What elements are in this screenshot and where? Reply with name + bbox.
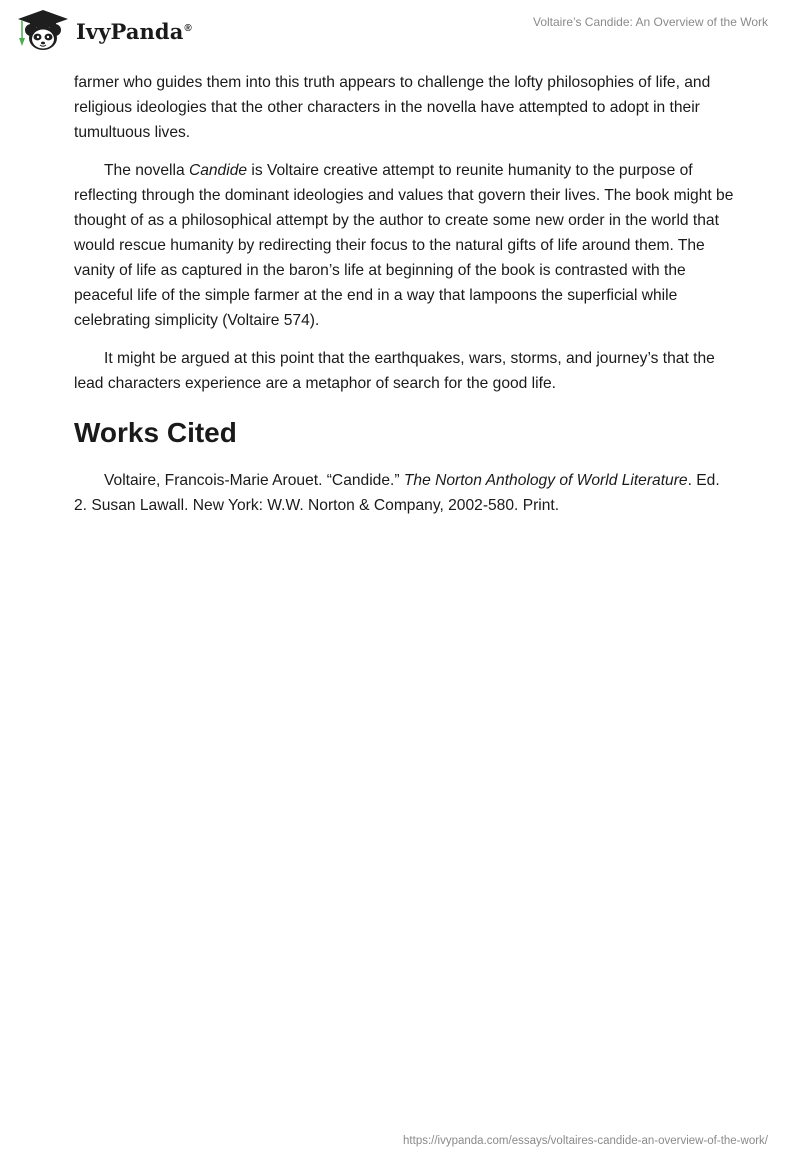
paragraph-candide-overview: The novella Candide is Voltaire creative attempt to reunite humanity to the purpose of reflecting through the dominant ideologies and values that govern their lives. The book might be thought of as a philosophical attempt by the author to create some new order in the world that would rescue humanity by redirecting their focus to the natural gifts of life around them. The vanity of life as captured in the baron’s life at beginning of the book is contrasted with the peaceful life of the simple farmer at the end in a way that lampoons the superficial while celebrating simplicity (Voltaire 574).: [74, 162, 734, 329]
page-header: [0, 0, 800, 66]
works-cited-heading: Works Cited: [74, 417, 237, 448]
document-title: Voltaire’s Candide: An Overview of the Work: [532, 15, 768, 29]
paragraph-continuation: farmer who guides them into this truth appears to challenge the lofty philosophies of life, and religious ideologies that the other characters in the novella have attempted to adopt in their tumultuous lives.: [74, 74, 711, 141]
document-body: [74, 70, 734, 531]
source-url[interactable]: https://ivypanda.com/essays/voltaires-candide-an-overview-of-the-work/: [403, 1135, 768, 1147]
ivypanda-logo[interactable]: [16, 8, 192, 52]
logo-wordmark: IvyPanda®: [76, 19, 192, 44]
panda-graduate-icon: [16, 8, 70, 52]
citation-entry: Voltaire, Francois-Marie Arouet. “Candide.” The Norton Anthology of World Literature. Ed. 2. Susan Lawall. New York: W.W. Norton & Company, 2002-580. Print.: [74, 472, 720, 514]
paragraph-metaphor: It might be argued at this point that the earthquakes, wars, storms, and journey’s that the lead characters experience are a metaphor of search for the good life.: [74, 350, 715, 392]
